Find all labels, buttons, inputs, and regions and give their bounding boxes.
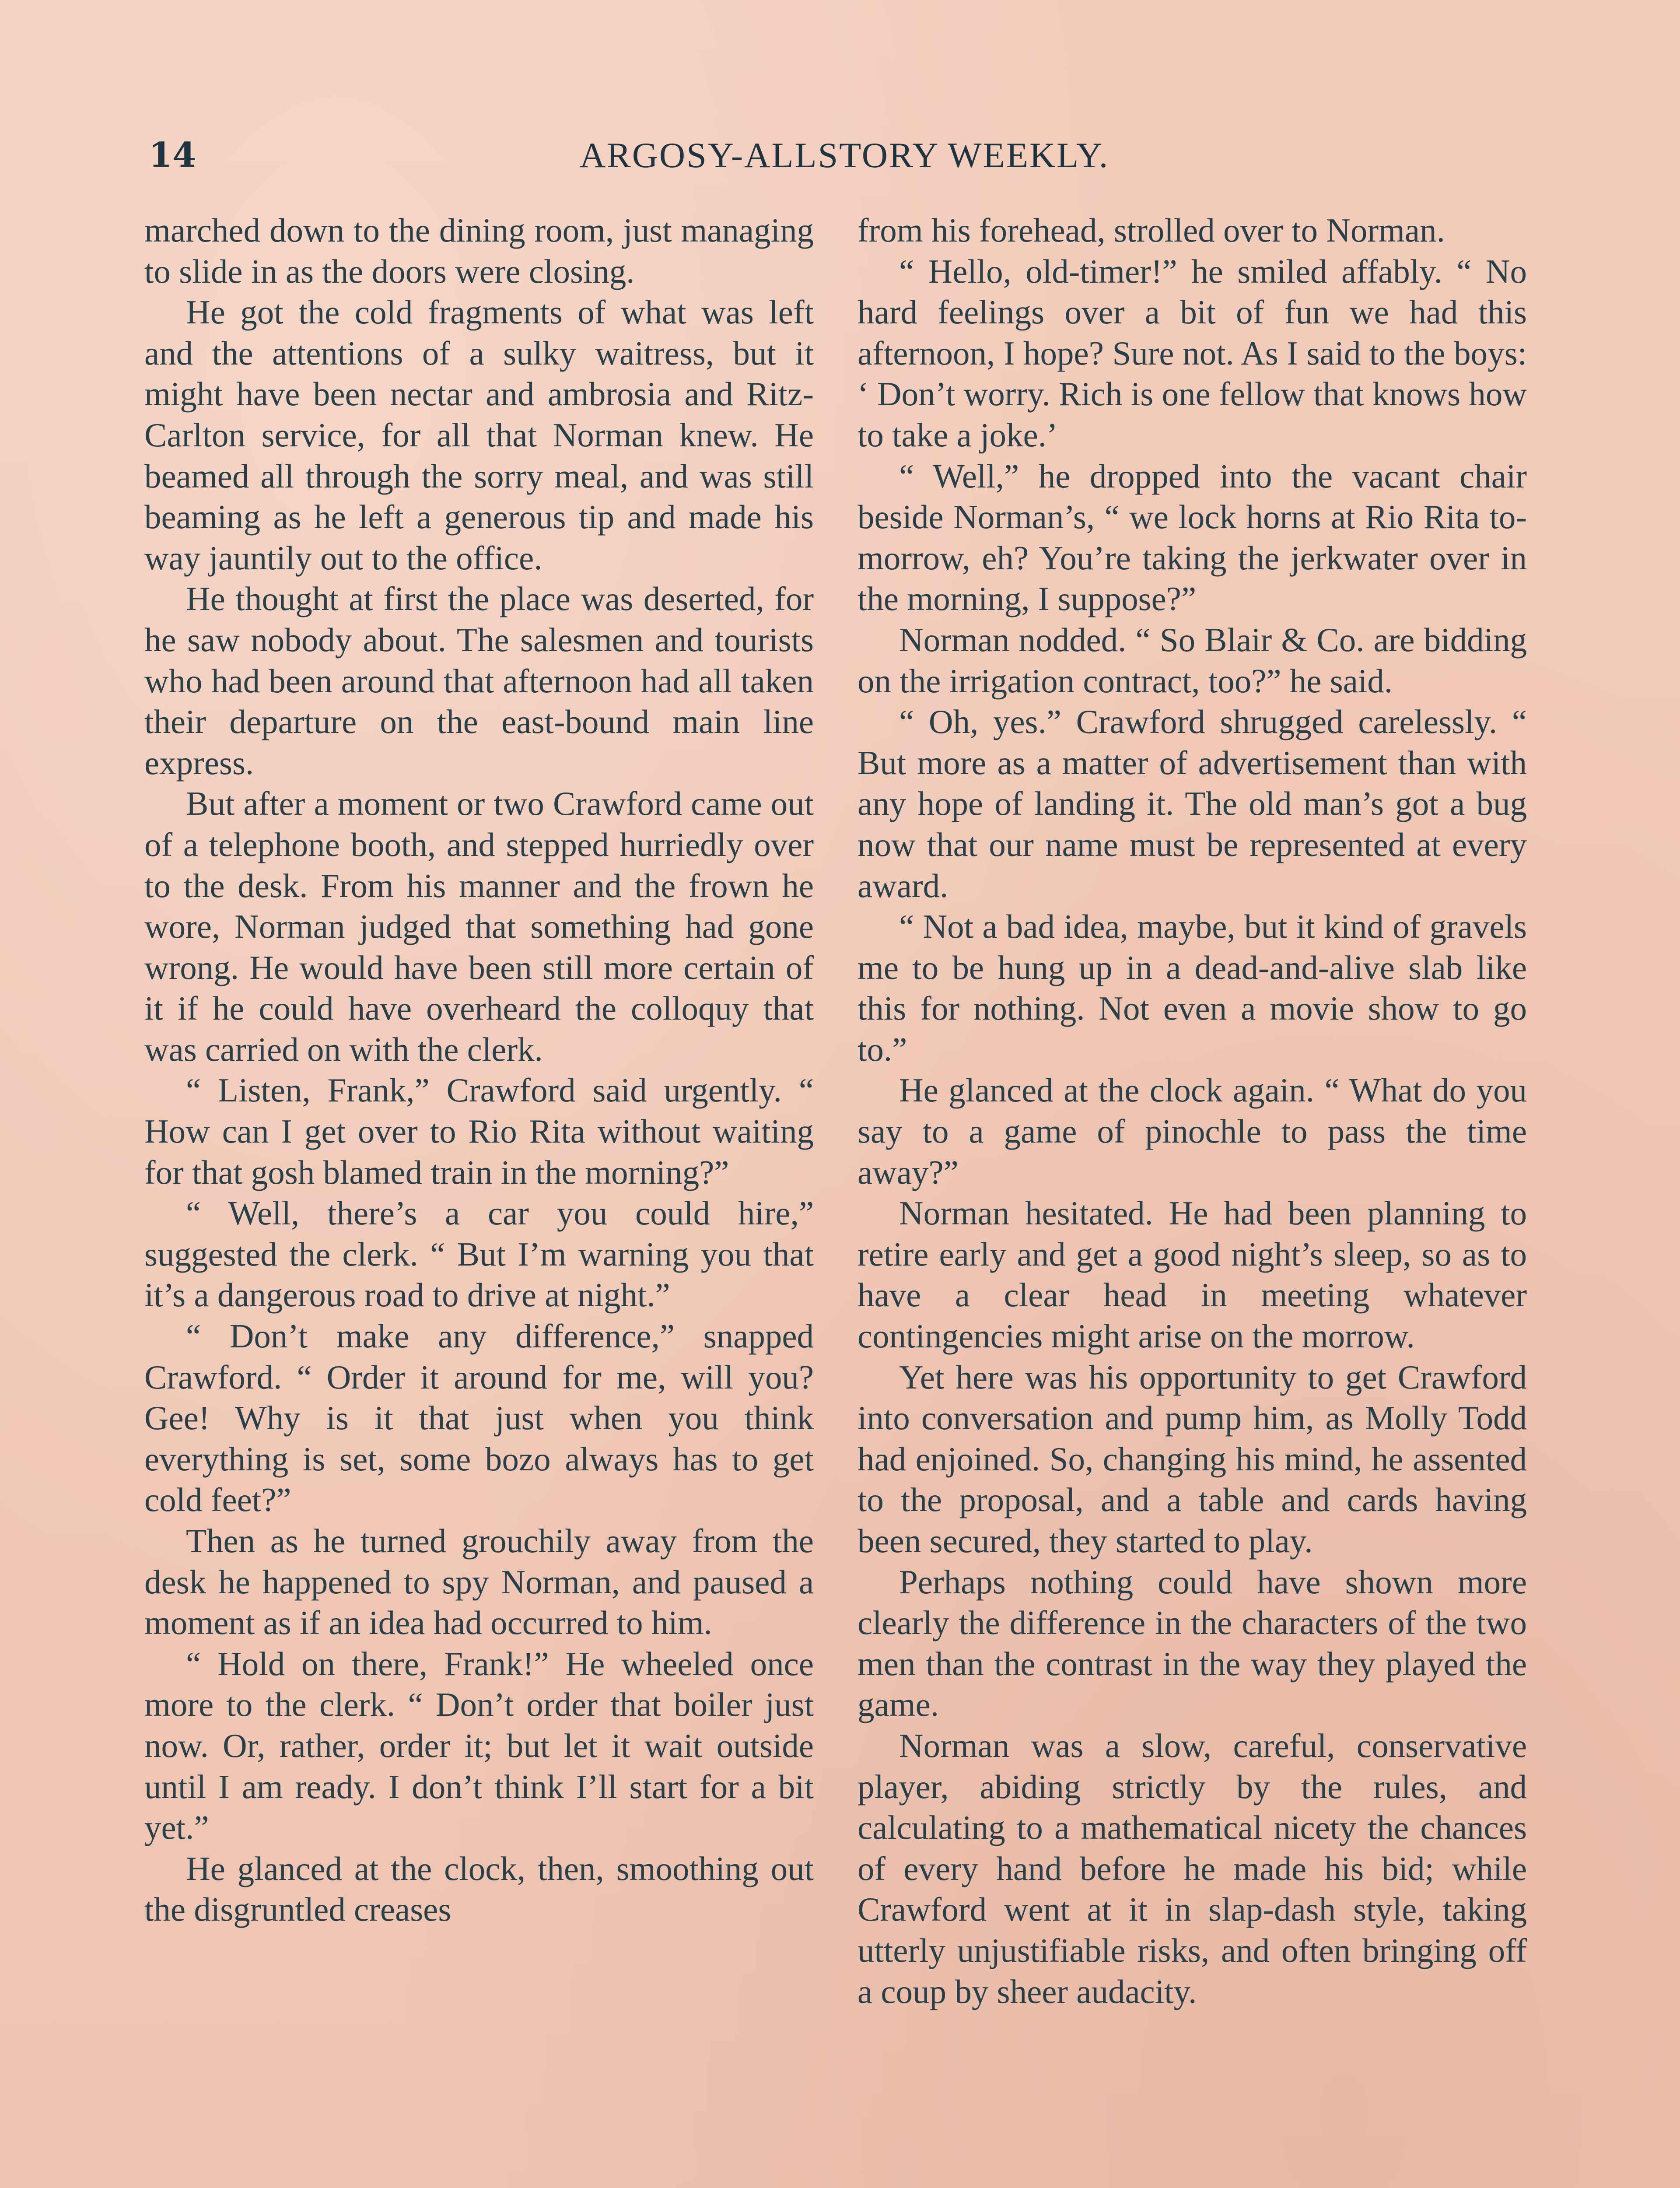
paragraph: Perhaps nothing could have shown more clearly the difference in the characters of the two men than the contrast in the way they played the game. bbox=[858, 1563, 1527, 1724]
paragraph: He glanced at the clock, then, smoothing out the disgruntled creases bbox=[144, 1849, 814, 1929]
page-header bbox=[149, 131, 1540, 179]
paragraph: marched down to the dining room, just managing to slide in as the doors were closing. bbox=[144, 211, 814, 290]
paragraph: But after a moment or two Crawford came out of a telephone booth, and stepped hurriedly over to the desk. From his manner and the frown he wore, Norman judged that something had gone wrong. He would have been still more certain of it if he could have overheard the colloquy that was carried on with the clerk. bbox=[144, 785, 814, 1068]
paragraph: He glanced at the clock again. “ What do you say to a game of pinochle to pass the time away?” bbox=[858, 1071, 1527, 1191]
left-column bbox=[144, 210, 814, 2188]
paragraph: Then as he turned grouchily away from the desk he happened to spy Norman, and paused a moment as if an idea had occurred to him. bbox=[144, 1522, 814, 1642]
paragraph: from his forehead, strolled over to Norman. bbox=[858, 211, 1445, 249]
paragraph: He thought at first the place was deserted, for he saw nobody about. The salesmen and tourists who had been around that afternoon had all taken their departure on the east-bound main line express. bbox=[144, 580, 814, 782]
running-head: ARGOSY-ALLSTORY WEEKLY. bbox=[579, 135, 1110, 175]
paragraph: Norman nodded. “ So Blair & Co. are bidding on the irrigation contract, too?” he said. bbox=[858, 621, 1527, 700]
paragraph: “ Hello, old-timer!” he smiled affably. “ No hard feelings over a bit of fun we had this afternoon, I hope? Sure not. As I said to the boys: ‘ Don’t worry. Rich is one fellow that knows how to take a joke.’ bbox=[858, 252, 1527, 454]
paragraph: “ Listen, Frank,” Crawford said urgently. “ How can I get over to Rio Rita without waiting for that gosh blamed train in the morning?” bbox=[144, 1071, 814, 1191]
paragraph: “ Oh, yes.” Crawford shrugged carelessly. “ But more as a matter of advertisement than with any hope of landing it. The old man’s got a bug now that our name must be represented at every award. bbox=[858, 703, 1527, 905]
paragraph: “ Well, there’s a car you could hire,” suggested the clerk. “ But I’m warning you that it’s a dangerous road to drive at night.” bbox=[144, 1194, 814, 1314]
paragraph: “ Hold on there, Frank!” He wheeled once more to the clerk. “ Don’t order that boiler just now. Or, rather, order it; but let it wait outside until I am ready. I don’t think I’ll start for a bit yet.” bbox=[144, 1645, 814, 1847]
right-column bbox=[858, 210, 1527, 2188]
paragraph: Norman hesitated. He had been planning to retire early and get a good night’s sleep, so as to have a clear head in meeting whatever contingencies might arise on the morrow. bbox=[858, 1194, 1527, 1355]
paragraph: Norman was a slow, careful, conservative player, abiding strictly by the rules, and calculating to a mathematical nicety the chances of every hand before he made his bid; while Crawford went at it in slap-dash style, taking utterly unjustifiable risks, and often bringing off a coup by sheer audacity. bbox=[858, 1726, 1527, 2010]
paragraph: Yet here was his opportunity to get Crawford into conversation and pump him, as Molly Todd had enjoined. So, changing his mind, he assented to the proposal, and a table and cards having been secured, they started to play. bbox=[858, 1358, 1527, 1560]
paragraph: “ Don’t make any difference,” snapped Crawford. “ Order it around for me, will you? Gee! Why is it that just when you think everything is set, some bozo always has to get cold feet?” bbox=[144, 1317, 814, 1519]
paragraph: “ Not a bad idea, maybe, but it kind of gravels me to be hung up in a dead-and-alive slab like this for nothing. Not even a movie show to go to.” bbox=[858, 908, 1527, 1068]
paragraph: He got the cold fragments of what was left and the attentions of a sulky waitress, but it might have been nectar and ambrosia and Ritz-Carlton service, for all that Norman knew. He beamed all through the sorry meal, and was still beaming as he left a generous tip and made his way jauntily out to the office. bbox=[144, 293, 814, 577]
page-number: 14 bbox=[149, 135, 196, 175]
paragraph: “ Well,” he dropped into the vacant chair beside Norman’s, “ we lock horns at Rio Rita to-morrow, eh? You’re taking the jerkwater over in the morning, I suppose?” bbox=[858, 457, 1527, 618]
